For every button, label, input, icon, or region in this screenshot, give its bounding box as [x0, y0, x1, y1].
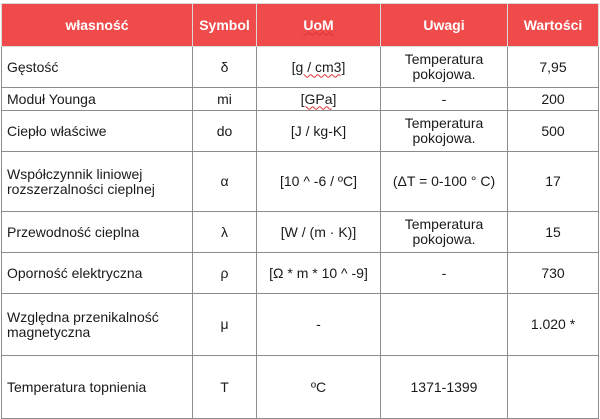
table-row	[2, 253, 599, 294]
cell-uom: [J / kg-K]	[257, 111, 381, 152]
cell-property: Współczynnik liniowej rozszerzalności cieplnej	[2, 152, 193, 212]
cell-uom: -	[257, 294, 381, 356]
cell-property: Przewodność cieplna	[2, 212, 193, 253]
cell-value: 730	[508, 253, 599, 294]
cell-value: 500	[508, 111, 599, 152]
cell-symbol: T	[193, 356, 257, 419]
cell-property: Moduł Younga	[2, 88, 193, 111]
cell-notes	[381, 294, 508, 356]
cell-notes: Temperatura pokojowa.	[381, 111, 508, 152]
cell-symbol: mi	[193, 88, 257, 111]
cell-uom: [GPa]	[257, 88, 381, 111]
header-symbol: Symbol	[193, 4, 257, 47]
header-values: Wartości	[508, 4, 599, 47]
table-row	[2, 212, 599, 253]
cell-property: Ciepło właściwe	[2, 111, 193, 152]
cell-value: 200	[508, 88, 599, 111]
cell-notes: Temperatura pokojowa.	[381, 47, 508, 88]
cell-value: 7,95	[508, 47, 599, 88]
table-row	[2, 152, 599, 212]
header-uom: UoM	[257, 4, 381, 47]
cell-symbol: δ	[193, 47, 257, 88]
cell-symbol: λ	[193, 212, 257, 253]
cell-notes: -	[381, 88, 508, 111]
cell-uom: [10 ^ -6 / ºC]	[257, 152, 381, 212]
cell-value	[508, 356, 599, 419]
cell-property: Gęstość	[2, 47, 193, 88]
table-row	[2, 356, 599, 419]
cell-value: 1.020 *	[508, 294, 599, 356]
header-notes: Uwagi	[381, 4, 508, 47]
cell-symbol: ρ	[193, 253, 257, 294]
header-row	[2, 4, 599, 47]
cell-uom: [g / cm3]	[257, 47, 381, 88]
table-row	[2, 47, 599, 88]
cell-symbol: do	[193, 111, 257, 152]
cell-uom: ºC	[257, 356, 381, 419]
cell-property: Temperatura topnienia	[2, 356, 193, 419]
cell-uom: [Ω * m * 10 ^ -9]	[257, 253, 381, 294]
cell-value: 17	[508, 152, 599, 212]
header-property: własność	[2, 4, 193, 47]
cell-uom: [W / (m · K)]	[257, 212, 381, 253]
cell-symbol: α	[193, 152, 257, 212]
cell-notes: -	[381, 253, 508, 294]
cell-property: Oporność elektryczna	[2, 253, 193, 294]
cell-value: 15	[508, 212, 599, 253]
table-row	[2, 294, 599, 356]
table-row	[2, 88, 599, 111]
cell-notes: (ΔT = 0-100 ° C)	[381, 152, 508, 212]
cell-notes: Temperatura pokojowa.	[381, 212, 508, 253]
cell-symbol: μ	[193, 294, 257, 356]
properties-table	[1, 3, 599, 419]
cell-notes: 1371-1399	[381, 356, 508, 419]
cell-property: Względna przenikalność magnetyczna	[2, 294, 193, 356]
table-row	[2, 111, 599, 152]
